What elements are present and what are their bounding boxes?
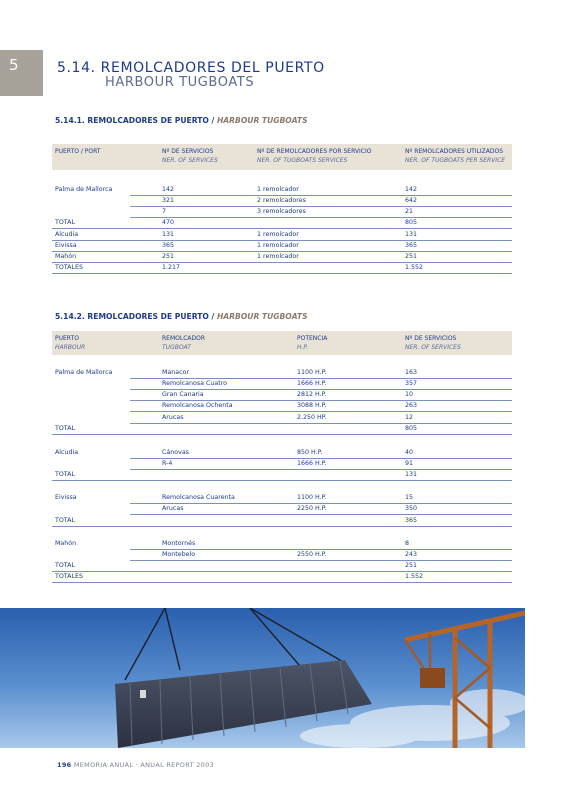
cell-tugs-used: 1.552 [405,264,424,271]
table-row [52,550,512,561]
cell-tugs-used: 21 [405,208,414,215]
cell-tugs-per-service: 1 remolcador [257,253,299,260]
cell-services: 805 [405,425,418,432]
cell-tugs-per-service: 3 remolcadores [257,208,306,215]
page-number: 196 [57,761,72,769]
cell-power: 2812 H.P. [297,391,327,398]
cell-services: 7 [162,208,167,215]
table-row [52,470,512,481]
cell-harbour: Eivissa [55,494,77,501]
cell-services: 470 [162,219,175,226]
table2-col-tugboat: REMOLCADOR TUGBOAT [162,335,206,351]
table2-col-harbour: PUERTO HARBOUR [55,335,86,351]
cell-services: 15 [405,494,414,501]
table-row [52,390,512,401]
cell-tugboat: Cánovas [162,449,189,456]
port-crane-photo [0,608,525,748]
cell-power: 1100 H.P. [297,494,327,501]
page-footer [57,761,214,769]
cell-tugs-used: 642 [405,197,418,204]
cell-port: TOTAL [55,219,75,226]
cell-tugs-used: 365 [405,242,418,249]
cell-tugs-used: 251 [405,253,418,260]
table-row [52,401,512,412]
page-title-en: HARBOUR TUGBOATS [105,75,255,90]
table1-header [52,144,512,170]
table2-title-es: 5.14.2. REMOLCADORES DE PUERTO / [55,312,215,321]
cell-tugs-used: 142 [405,186,418,193]
cell-tugboat: Remolcanosa Cuatro [162,380,228,387]
cell-tugs-per-service: 2 remolcadores [257,197,306,204]
cell-port: Alcudia [55,231,79,238]
container-crane-illustration [0,608,525,748]
table2-title-en: HARBOUR TUGBOATS [216,312,308,321]
table-row [52,561,512,572]
cell-port: Palma de Mallorca [55,186,113,193]
cell-tugs-used: 805 [405,219,418,226]
table2-title [55,312,308,321]
cell-harbour: TOTAL [55,425,75,432]
cell-services: 365 [405,517,418,524]
cell-power: 3088 H.P. [297,402,327,409]
table2-col-services: Nº DE SERVICIOS NER. OF SERVICES [405,335,461,351]
cell-tugboat: Manacor [162,369,190,376]
cell-services: 91 [405,460,414,467]
cell-power: 2550 H.P. [297,551,327,558]
row-rule [130,514,512,515]
cell-tugs-used: 131 [405,231,418,238]
cell-tugboat: Montebelo [162,551,196,558]
table-row [52,572,512,583]
cell-harbour: TOTALES [55,573,83,580]
table-row [52,493,512,504]
cell-services: 163 [405,369,418,376]
table1-col-services: Nº DE SERVICIOS NER. OF SERVICES [162,148,218,164]
table-row [52,504,512,515]
cell-tugboat: Gran Canaria [162,391,204,398]
cell-services: 243 [405,551,418,558]
cell-services: 12 [405,414,414,421]
table1-col-tugs-used: Nº REMOLCADORES UTILIZADOS NER. OF TUGBOATS PER SERVICE [405,148,506,164]
table-row [52,424,512,435]
cell-power: 1666 H.P. [297,380,327,387]
table-row [52,539,512,550]
cell-tugs-per-service: 1 remolcador [257,231,299,238]
table-row [52,413,512,424]
cell-port: Eivissa [55,242,77,249]
table2-col-power: POTENCIA H.P. [297,335,328,351]
table-row [52,218,512,229]
table1-title [55,116,308,125]
chapter-tab [0,50,43,96]
cell-services: 365 [162,242,175,249]
cell-harbour: Mahón [55,540,77,547]
cell-power: 1100 H.P. [297,369,327,376]
table-row [52,185,512,196]
cell-tugs-per-service: 1 remolcador [257,186,299,193]
cell-services: 1.217 [162,264,181,271]
cell-services: 321 [162,197,175,204]
table-row [52,196,512,207]
cell-harbour: TOTAL [55,517,75,524]
cell-services: 357 [405,380,418,387]
table2-header [52,331,512,355]
cell-services: 131 [405,471,418,478]
cell-power: 1666 H.P. [297,460,327,467]
cell-power: 2250 H.P. [297,505,327,512]
cell-services: 10 [405,391,414,398]
row-rule [52,582,512,583]
cell-harbour: TOTAL [55,471,75,478]
footer-text: MEMORIA ANUAL · ANUAL REPORT 2003 [73,761,214,769]
cell-harbour: Alcudia [55,449,79,456]
page-title-es: 5.14. REMOLCADORES DEL PUERTO [57,60,325,76]
cell-tugboat: Arucas [162,414,184,421]
table-row [52,207,512,218]
cell-tugboat: Remolcanosa Ochenta [162,402,233,409]
cell-harbour: Palma de Mallorca [55,369,113,376]
cell-power: 2.250 HP. [297,414,327,421]
table-row [52,230,512,241]
table-row [52,459,512,470]
table-row [52,368,512,379]
cell-tugs-per-service: 1 remolcador [257,242,299,249]
row-rule [130,411,512,412]
cell-tugboat: Remolcanosa Cuarenta [162,494,235,501]
cell-tugboat: R-4 [162,460,173,467]
table1-title-es: 5.14.1. REMOLCADORES DE PUERTO / [55,116,215,125]
row-rule [52,434,512,435]
cell-tugboat: Montornés [162,540,196,547]
table-row [52,516,512,527]
table-row [52,241,512,252]
table1-col-port: PUERTO / PORT [55,148,101,155]
cell-harbour: TOTAL [55,562,75,569]
cell-services: 142 [162,186,175,193]
cell-power: 850 H.P. [297,449,323,456]
chapter-number: 5 [9,56,19,74]
cell-port: TOTALES [55,264,83,271]
row-rule [52,480,512,481]
cell-services: 263 [405,402,418,409]
table1-col-tugs-per-service: Nº DE REMOLCADORES POR SERVICIO NER. OF TUGBOATS SERVICES [257,148,372,164]
table-row [52,379,512,390]
table-row [52,252,512,263]
cell-services: 350 [405,505,418,512]
cell-tugboat: Arucas [162,505,184,512]
table-row [52,448,512,459]
cell-port: Mahón [55,253,77,260]
table1-title-en: HARBOUR TUGBOATS [216,116,308,125]
cell-services: 40 [405,449,414,456]
cell-services: 1.552 [405,573,424,580]
row-rule [52,273,512,274]
table-row [52,263,512,274]
cell-services: 131 [162,231,175,238]
row-rule [52,526,512,527]
cell-services: 251 [162,253,175,260]
row-rule [52,228,512,229]
cell-services: 8 [405,540,410,547]
cell-services: 251 [405,562,418,569]
